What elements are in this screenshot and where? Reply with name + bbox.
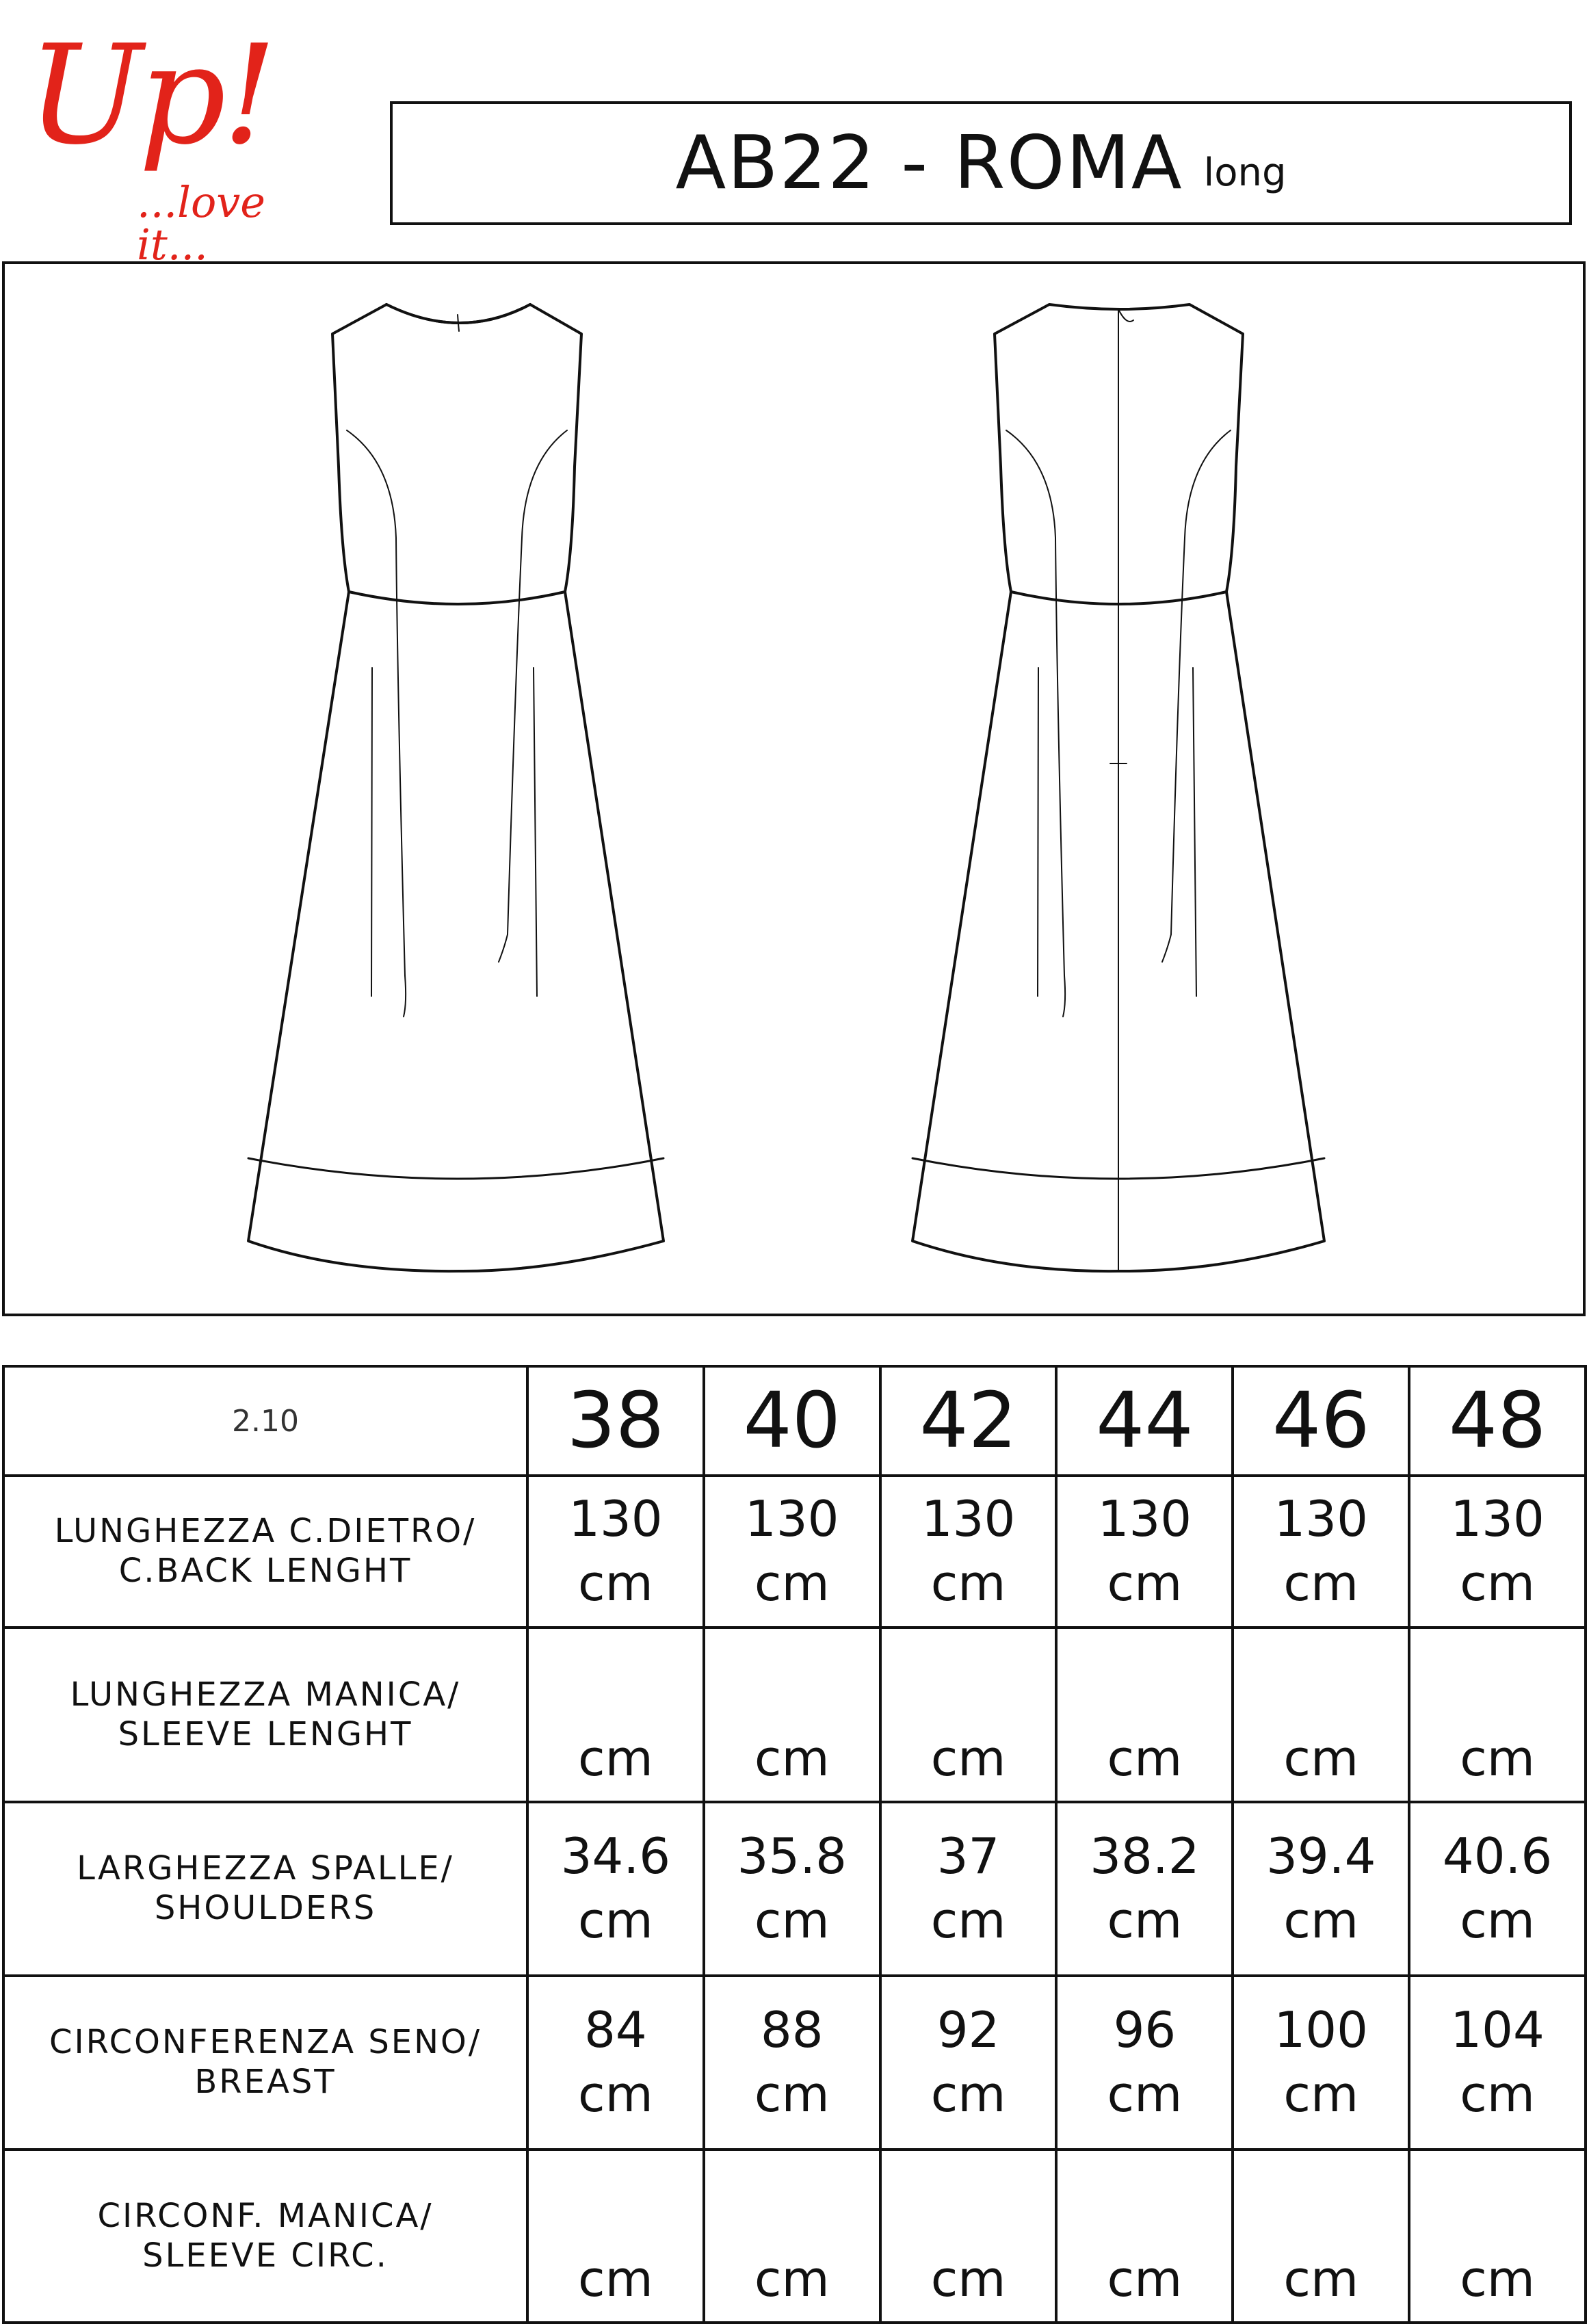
measurement-cell: [1056, 1976, 1233, 2150]
measurement-unit: cm: [578, 2065, 653, 2123]
measurement-unit: cm: [754, 1554, 830, 1612]
measurement-cell: [1233, 1976, 1409, 2150]
measurement-value: 92: [936, 2001, 1000, 2059]
model-variant: long: [1203, 151, 1287, 195]
measurement-label-en: BREAST: [194, 2063, 337, 2101]
measurement-label: [3, 1628, 527, 1802]
measurement-cell: [1056, 1476, 1233, 1628]
measurement-cell: [704, 1476, 880, 1628]
measurement-unit: cm: [578, 1892, 653, 1949]
measurement-unit: cm: [1107, 1892, 1183, 1949]
measurement-value: 130: [1274, 1490, 1368, 1548]
measurement-label-it: CIRCONF. MANICA/: [97, 2196, 434, 2235]
measurement-value: 40.6: [1442, 1827, 1553, 1885]
technical-drawing-panel: [2, 261, 1586, 1316]
measurement-cell: [527, 1802, 704, 1976]
measurement-value: 130: [1097, 1490, 1192, 1548]
measurement-cell: [880, 1628, 1057, 1802]
measurement-unit: cm: [930, 1554, 1006, 1612]
measurement-value: 39.4: [1266, 1827, 1376, 1885]
measurement-label-it: LUNGHEZZA C.DIETRO/: [54, 1512, 477, 1551]
measurement-cell: [704, 2150, 880, 2323]
measurement-cell: [1409, 2150, 1586, 2323]
measurement-label-en: SLEEVE CIRC.: [142, 2236, 389, 2275]
measurement-unit: cm: [578, 2250, 653, 2308]
measurement-cell: [1056, 2150, 1233, 2323]
measurement-value: 130: [1450, 1490, 1545, 1548]
size-header-42: 42: [880, 1366, 1057, 1476]
measurement-cell: [880, 2150, 1057, 2323]
measurement-cell: [880, 1976, 1057, 2150]
measurement-cell: [1233, 1802, 1409, 1976]
measurement-cell: [704, 1802, 880, 1976]
measurement-label: [3, 1802, 527, 1976]
measurement-unit: cm: [578, 1729, 653, 1787]
table-row: [3, 1476, 1586, 1628]
measurement-unit: cm: [1283, 1729, 1359, 1787]
measurement-value: 34.6: [560, 1827, 671, 1885]
measurement-label-it: CIRCONFERENZA SENO/: [49, 2023, 482, 2062]
size-header-48: 48: [1409, 1366, 1586, 1476]
measurement-unit: cm: [930, 2065, 1006, 2123]
measurement-label: [3, 2150, 527, 2323]
measurement-unit: cm: [930, 1729, 1006, 1787]
measurement-cell: [1056, 1802, 1233, 1976]
table-row: [3, 1802, 1586, 1976]
title-box: [390, 101, 1572, 225]
logo-tagline: ...love it...: [137, 177, 265, 270]
measurement-unit: cm: [754, 2250, 830, 2308]
dress-back-sketch: [912, 304, 1324, 1271]
measurement-unit: cm: [1283, 1892, 1359, 1949]
measurement-label-en: SHOULDERS: [154, 1889, 377, 1927]
model-title: AB22 - ROMA: [675, 120, 1183, 206]
measurement-unit: cm: [754, 1729, 830, 1787]
measurement-label-it: LARGHEZZA SPALLE/: [77, 1849, 454, 1888]
measurement-cell: [1409, 1976, 1586, 2150]
table-row: [3, 1976, 1586, 2150]
size-header-row: [3, 1366, 1586, 1476]
measurement-unit: cm: [754, 1892, 830, 1949]
measurement-unit: cm: [1107, 1554, 1183, 1612]
measurement-label-en: SLEEVE LENGHT: [118, 1714, 413, 1753]
dress-flat-sketches: [5, 264, 1583, 1314]
measurement-cell: [880, 1802, 1057, 1976]
measurement-unit: cm: [1283, 2250, 1359, 2308]
size-header-44: 44: [1056, 1366, 1233, 1476]
measurement-unit: cm: [1460, 1554, 1535, 1612]
measurement-cell: [527, 1628, 704, 1802]
measurement-value: 88: [760, 2001, 824, 2059]
size-chart-table: [2, 1365, 1587, 2324]
measurement-cell: [1233, 1476, 1409, 1628]
dress-front-sketch: [248, 304, 664, 1271]
measurement-unit: cm: [754, 2065, 830, 2123]
measurement-cell: [527, 2150, 704, 2323]
table-row: [3, 2150, 1586, 2323]
measurement-unit: cm: [1107, 2250, 1183, 2308]
measurement-unit: cm: [1107, 1729, 1183, 1787]
measurement-cell: [1233, 1628, 1409, 1802]
measurement-cell: [527, 1976, 704, 2150]
measurement-label: [3, 1976, 527, 2150]
measurement-cell: [704, 1976, 880, 2150]
brand-logo: [21, 16, 349, 270]
measurement-unit: cm: [1107, 2065, 1183, 2123]
table-row: [3, 1628, 1586, 1802]
chart-code-cell: [3, 1366, 527, 1476]
measurement-unit: cm: [1460, 2065, 1535, 2123]
size-header-40: 40: [704, 1366, 880, 1476]
measurement-value: 38.2: [1090, 1827, 1200, 1885]
measurement-cell: [1409, 1802, 1586, 1976]
measurement-cell: [1409, 1628, 1586, 1802]
measurement-value: 100: [1274, 2001, 1368, 2059]
measurement-cell: [880, 1476, 1057, 1628]
measurement-cell: [1409, 1476, 1586, 1628]
measurement-value: 96: [1113, 2001, 1177, 2059]
measurement-cell: [1233, 2150, 1409, 2323]
measurement-value: 37: [936, 1827, 1000, 1885]
measurement-value: 130: [568, 1490, 663, 1548]
measurement-unit: cm: [578, 1554, 653, 1612]
measurement-unit: cm: [930, 1892, 1006, 1949]
measurement-value: 104: [1450, 2001, 1545, 2059]
measurement-cell: [527, 1476, 704, 1628]
measurement-value: 130: [745, 1490, 839, 1548]
measurement-unit: cm: [1460, 1892, 1535, 1949]
measurement-unit: cm: [1460, 2250, 1535, 2308]
measurement-unit: cm: [1283, 2065, 1359, 2123]
size-header-38: 38: [527, 1366, 704, 1476]
size-header-46: 46: [1233, 1366, 1409, 1476]
measurement-unit: cm: [930, 2250, 1006, 2308]
measurement-unit: cm: [1283, 1554, 1359, 1612]
measurement-cell: [704, 1628, 880, 1802]
measurement-label-it: LUNGHEZZA MANICA/: [70, 1675, 461, 1714]
measurement-label: [3, 1476, 527, 1628]
logo-main-text: Up!: [27, 16, 273, 175]
measurement-cell: [1056, 1628, 1233, 1802]
measurement-unit: cm: [1460, 1729, 1535, 1787]
measurement-value: 84: [584, 2001, 647, 2059]
measurement-value: 130: [921, 1490, 1016, 1548]
measurement-label-en: C.BACK LENGHT: [118, 1552, 412, 1590]
chart-code: 2.10: [232, 1403, 299, 1439]
measurement-value: 35.8: [737, 1827, 847, 1885]
